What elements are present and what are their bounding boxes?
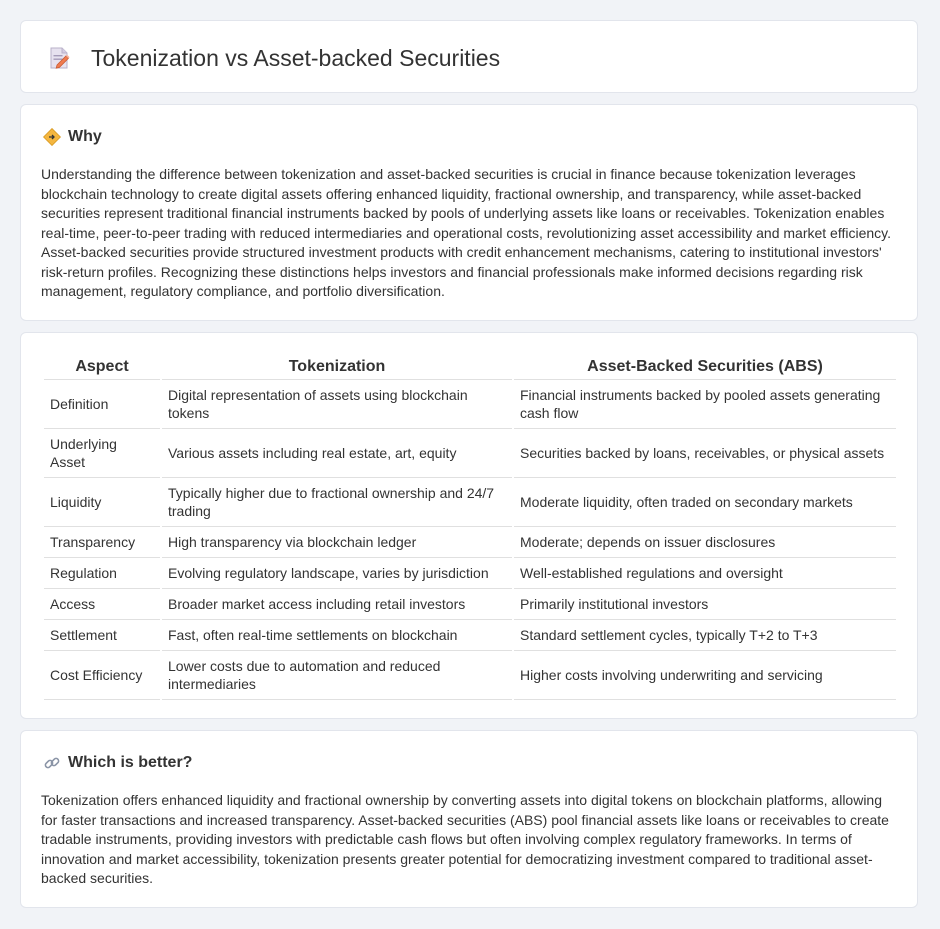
better-heading: Which is better?: [68, 754, 193, 771]
why-section: [20, 104, 918, 321]
why-text: Understanding the difference between tokenization and asset-backed securities is crucial in finance because tokenization leverages blockchain technology to create digital assets offering enhanced liquidity, fractional ownership, and transparency, while asset-backed securities represent traditional financial instruments backed by pools of underlying assets like loans or receivables. Tokenization enables real-time, peer-to-peer trading with reduced intermediaries and operational costs, revolutionizing asset accessibility and market efficiency. Asset-backed securities provide structured investment products with credit enhancement mechanisms, catering to institutional investors' risk-return profiles. Recognizing these distinctions helps investors and financial professionals make informed decisions regarding risk management, regulatory compliance, and portfolio diversification.: [41, 166, 892, 299]
tokenization-cell: Digital representation of assets using blockchain tokens: [162, 380, 512, 429]
link-icon: [43, 754, 61, 772]
aspect-cell: Underlying Asset: [44, 429, 160, 478]
table-row: [44, 558, 896, 589]
which-is-better-section: [20, 730, 918, 908]
why-heading: Why: [68, 128, 102, 145]
comparison-table-card: [20, 332, 918, 719]
abs-cell: Securities backed by loans, receivables, or physical assets: [514, 429, 896, 478]
tokenization-cell: Typically higher due to fractional ownership and 24/7 trading: [162, 478, 512, 527]
table-row: [44, 620, 896, 651]
column-header-tokenization: Tokenization: [162, 353, 512, 380]
abs-cell: Well-established regulations and oversight: [514, 558, 896, 589]
aspect-cell: Regulation: [44, 558, 160, 589]
tokenization-cell: Various assets including real estate, art, equity: [162, 429, 512, 478]
why-heading-row: [43, 127, 102, 147]
table-row: [44, 589, 896, 620]
abs-cell: Moderate liquidity, often traded on secondary markets: [514, 478, 896, 527]
aspect-cell: Definition: [44, 380, 160, 429]
abs-cell: Moderate; depends on issuer disclosures: [514, 527, 896, 558]
table-row: [44, 380, 896, 429]
better-text: Tokenization offers enhanced liquidity and fractional ownership by converting assets into digital tokens on blockchain platforms, allowing for faster transactions and increased transparency. Asset-backed securities (ABS) pool financial assets like loans or receivables to create tradable instruments, providing investors with predictable cash flows but often involving complex regulatory frameworks. In terms of innovation and market accessibility, tokenization presents greater potential for democratizing investment compared to traditional asset-backed securities.: [41, 792, 889, 886]
document-edit-icon: [48, 46, 70, 70]
tokenization-cell: Lower costs due to automation and reduced intermediaries: [162, 651, 512, 700]
abs-cell: Standard settlement cycles, typically T+2 to T+3: [514, 620, 896, 651]
tokenization-cell: High transparency via blockchain ledger: [162, 527, 512, 558]
diamond-sign-icon: [43, 128, 61, 146]
tokenization-cell: Fast, often real-time settlements on blockchain: [162, 620, 512, 651]
tokenization-cell: Evolving regulatory landscape, varies by jurisdiction: [162, 558, 512, 589]
comparison-table: [42, 353, 898, 700]
column-header-abs: Asset-Backed Securities (ABS): [514, 353, 896, 380]
tokenization-cell: Broader market access including retail investors: [162, 589, 512, 620]
table-row: [44, 429, 896, 478]
abs-cell: Higher costs involving underwriting and servicing: [514, 651, 896, 700]
aspect-cell: Settlement: [44, 620, 160, 651]
abs-cell: Financial instruments backed by pooled assets generating cash flow: [514, 380, 896, 429]
table-header-row: [44, 353, 896, 380]
table-row: [44, 527, 896, 558]
table-row: [44, 651, 896, 700]
page-title: Tokenization vs Asset-backed Securities: [91, 45, 501, 71]
better-heading-row: [43, 753, 192, 773]
table-row: [44, 478, 896, 527]
header-card: [20, 20, 918, 93]
aspect-cell: Transparency: [44, 527, 160, 558]
column-header-aspect: Aspect: [44, 353, 160, 380]
aspect-cell: Access: [44, 589, 160, 620]
aspect-cell: Liquidity: [44, 478, 160, 527]
abs-cell: Primarily institutional investors: [514, 589, 896, 620]
aspect-cell: Cost Efficiency: [44, 651, 160, 700]
